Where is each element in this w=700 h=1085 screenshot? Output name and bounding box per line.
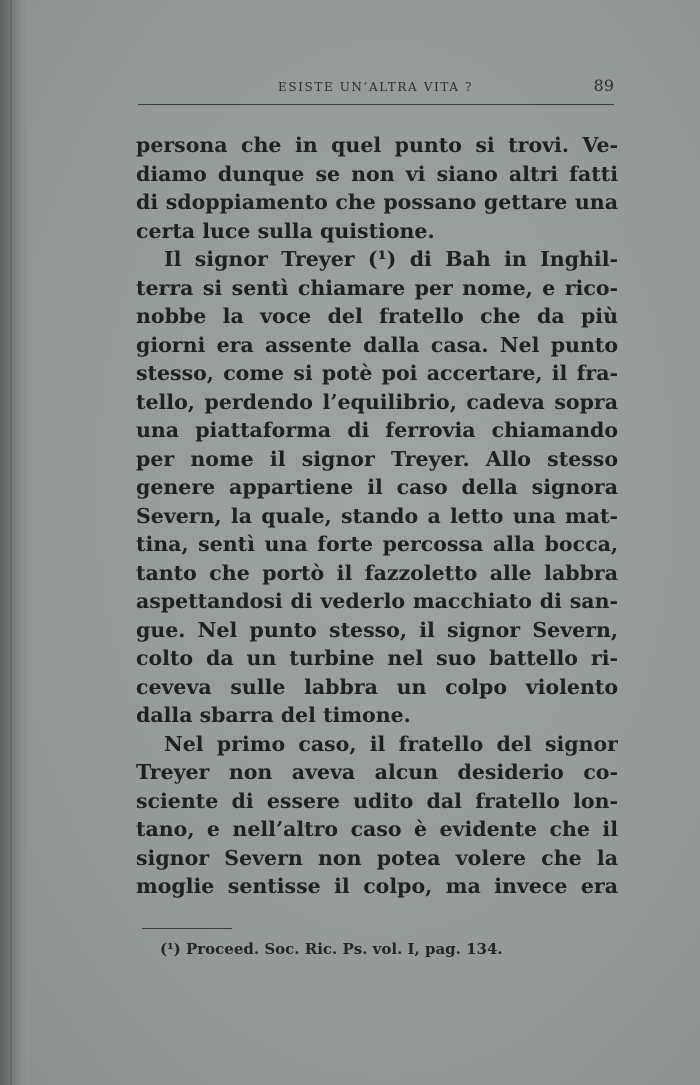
- body-text: [136, 131, 618, 901]
- text-line: diamo dunque se non vi siano altri fatti: [136, 161, 618, 186]
- text-line: tanto che portò il fazzoletto alle labbra: [136, 560, 618, 585]
- text-line: Severn, la quale, stando a letto una mat-: [136, 503, 618, 528]
- text-line: tello, perdendo l’equilibrio, cadeva sopra: [136, 389, 618, 414]
- text-line: sciente di essere udito dal fratello lon-: [136, 788, 618, 813]
- page-header: [138, 72, 616, 102]
- page-number: 89: [593, 76, 614, 95]
- text-line: giorni era assente dalla casa. Nel punto: [136, 332, 618, 357]
- text-line: aspettandosi di vederlo macchiato di san-: [136, 589, 618, 613]
- text-line: tina, sentì una forte percossa alla bocca,: [136, 532, 618, 556]
- text-line: genere appartiene il caso della signora: [136, 475, 618, 499]
- text-line: gue. Nel punto stesso, il signor Severn,: [136, 617, 618, 642]
- text-line: Nel primo caso, il fratello del signor: [164, 731, 618, 756]
- text-line: stesso, come si potè poi accertare, il fra-: [136, 361, 618, 385]
- text-line: colto da un turbine nel suo battello ri-: [136, 646, 618, 670]
- book-spine-shadow: [0, 0, 28, 1085]
- text-line: per nome il signor Treyer. Allo stesso: [136, 446, 618, 471]
- text-line: Treyer non aveva alcun desiderio co-: [136, 760, 618, 784]
- text-line: di sdoppiamento che possano gettare una: [136, 190, 618, 214]
- text-line: moglie sentisse il colpo, ma invece era: [136, 874, 618, 898]
- text-line: persona che in quel punto si trovi. Ve-: [136, 133, 618, 157]
- text-line: terra si sentì chiamare per nome, e rico-: [136, 275, 618, 300]
- spine-edge-line: [10, 0, 12, 1085]
- text-line: dalla sbarra del timone.: [136, 703, 411, 727]
- header-rule: [138, 104, 614, 105]
- text-line: tano, e nell’altro caso è evidente che il: [136, 817, 618, 841]
- text-line: nobbe la voce del fratello che da più: [136, 304, 618, 328]
- footnote-rule: [142, 928, 232, 929]
- text-line: ceveva sulle labbra un colpo violento: [136, 674, 618, 699]
- text-line: signor Severn non potea volere che la: [136, 845, 618, 870]
- text-line: Il signor Treyer (¹) di Bah in Inghil-: [164, 247, 618, 271]
- text-line: certa luce sulla quistione.: [136, 218, 435, 243]
- running-title: ESISTE UN’ALTRA VITA ?: [278, 80, 473, 94]
- footnote: (¹) Proceed. Soc. Ric. Ps. vol. I, pag. 134.: [160, 940, 503, 958]
- text-line: una piattaforma di ferrovia chiamando: [136, 418, 618, 442]
